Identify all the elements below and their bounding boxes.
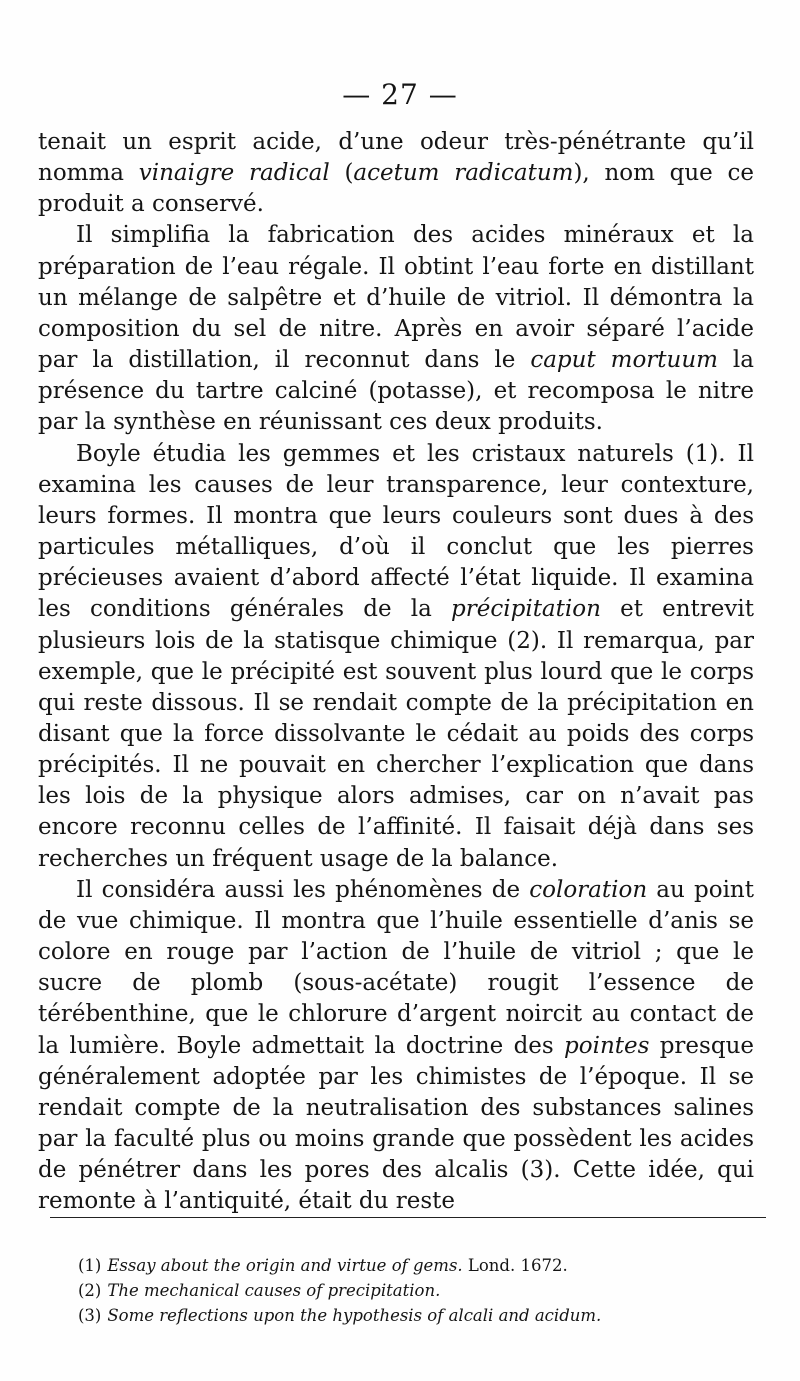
footnote-number: (3) <box>78 1306 102 1325</box>
paragraph-4 <box>38 875 754 1218</box>
footnote-3 <box>78 1303 768 1328</box>
text-run: presque généralement adoptée par les chimistes de l’époque. Il se rendait compte de la neutralisation des substances salines par la faculté plus ou moins grande que possèdent les acides de pénétrer dans les pores des alcalis (3). Cette idée, qui remonte à l’antiquité, était du reste <box>38 1032 754 1215</box>
footnote-title: Some reflections upon the hypothesis of alcali and acidum. <box>107 1306 602 1325</box>
text-run: au point de vue chimique. Il montra que l’huile essentielle d’anis se colore en rouge par l’action de l’huile de vitriol ; que le sucre de plomb (sous-acétate) rougit l’essence de térébenthine, que le chlorure d’argent noircit au contact de la lumière. Boyle admettait la doctrine des <box>38 876 754 1059</box>
footnotes <box>78 1253 768 1328</box>
footnote-rest: Lond. 1672. <box>462 1256 568 1275</box>
paragraph-2 <box>38 220 754 438</box>
text-run: Il simplifia la fabrication des acides minéraux et la préparation de l’eau régale. Il obtint l’eau forte en distillant un mélange de salpêtre et d’huile de vitriol. Il démontra la composition du sel de nitre. Après en avoir séparé l’acide par la distillation, il reconnut dans le <box>38 222 754 374</box>
text-run: ), nom que ce produit a conservé. <box>38 160 754 218</box>
page-number: — 27 — <box>342 78 458 111</box>
footnote-title: Essay about the origin and virtue of gems. <box>107 1256 463 1275</box>
footnote-title: The mechanical causes of precipitation. <box>107 1281 441 1300</box>
footnote-number: (1) <box>78 1256 102 1275</box>
footnote-divider <box>50 1217 766 1218</box>
text-run: Il considéra aussi les phénomènes de <box>76 876 530 903</box>
paragraph-3 <box>38 439 754 875</box>
text-run: Boyle étudia les gemmes et les cristaux naturels (1). Il examina les causes de leur transparence, leur contexture, leurs formes. Il montra que leurs couleurs sont dues à des particules métalliques, d’où il conclut que les pierres précieuses avaient d’abord affecté l’état liquide. Il examina les conditions générales de la <box>38 440 754 623</box>
footnote-2 <box>78 1278 768 1303</box>
body-text <box>38 127 754 1217</box>
italic-term: coloration <box>529 876 648 903</box>
italic-term: précipitation <box>451 596 601 623</box>
italic-term: caput mortuum <box>530 347 718 374</box>
text-run: la présence du tartre calciné (potasse), et recomposa le nitre par la synthèse en réunissant ces deux produits. <box>38 347 754 436</box>
italic-term: pointes <box>564 1032 650 1059</box>
text-run: tenait un esprit acide, d’une odeur très-pénétrante qu’il nomma <box>38 129 754 187</box>
footnote-number: (2) <box>78 1281 102 1300</box>
text-run: et entrevit plusieurs lois de la statisque chimique (2). Il remarqua, par exemple, que le précipité est souvent plus lourd que le corps qui reste dissous. Il se rendait compte de la précipitation en disant que la force dissolvante le cédait au poids des corps précipités. Il ne pouvait en chercher l’explication que dans les lois de la physique alors admises, car on n’avait pas encore reconnu celles de l’affinité. Il faisait déjà dans ses recherches un fréquent usage de la balance. <box>38 596 755 872</box>
footnote-1 <box>78 1253 768 1278</box>
italic-term: vinaigre radical <box>138 160 330 187</box>
italic-term: acetum radicatum <box>353 160 574 187</box>
text-run: ( <box>329 160 354 187</box>
paragraph-1 <box>38 127 754 220</box>
